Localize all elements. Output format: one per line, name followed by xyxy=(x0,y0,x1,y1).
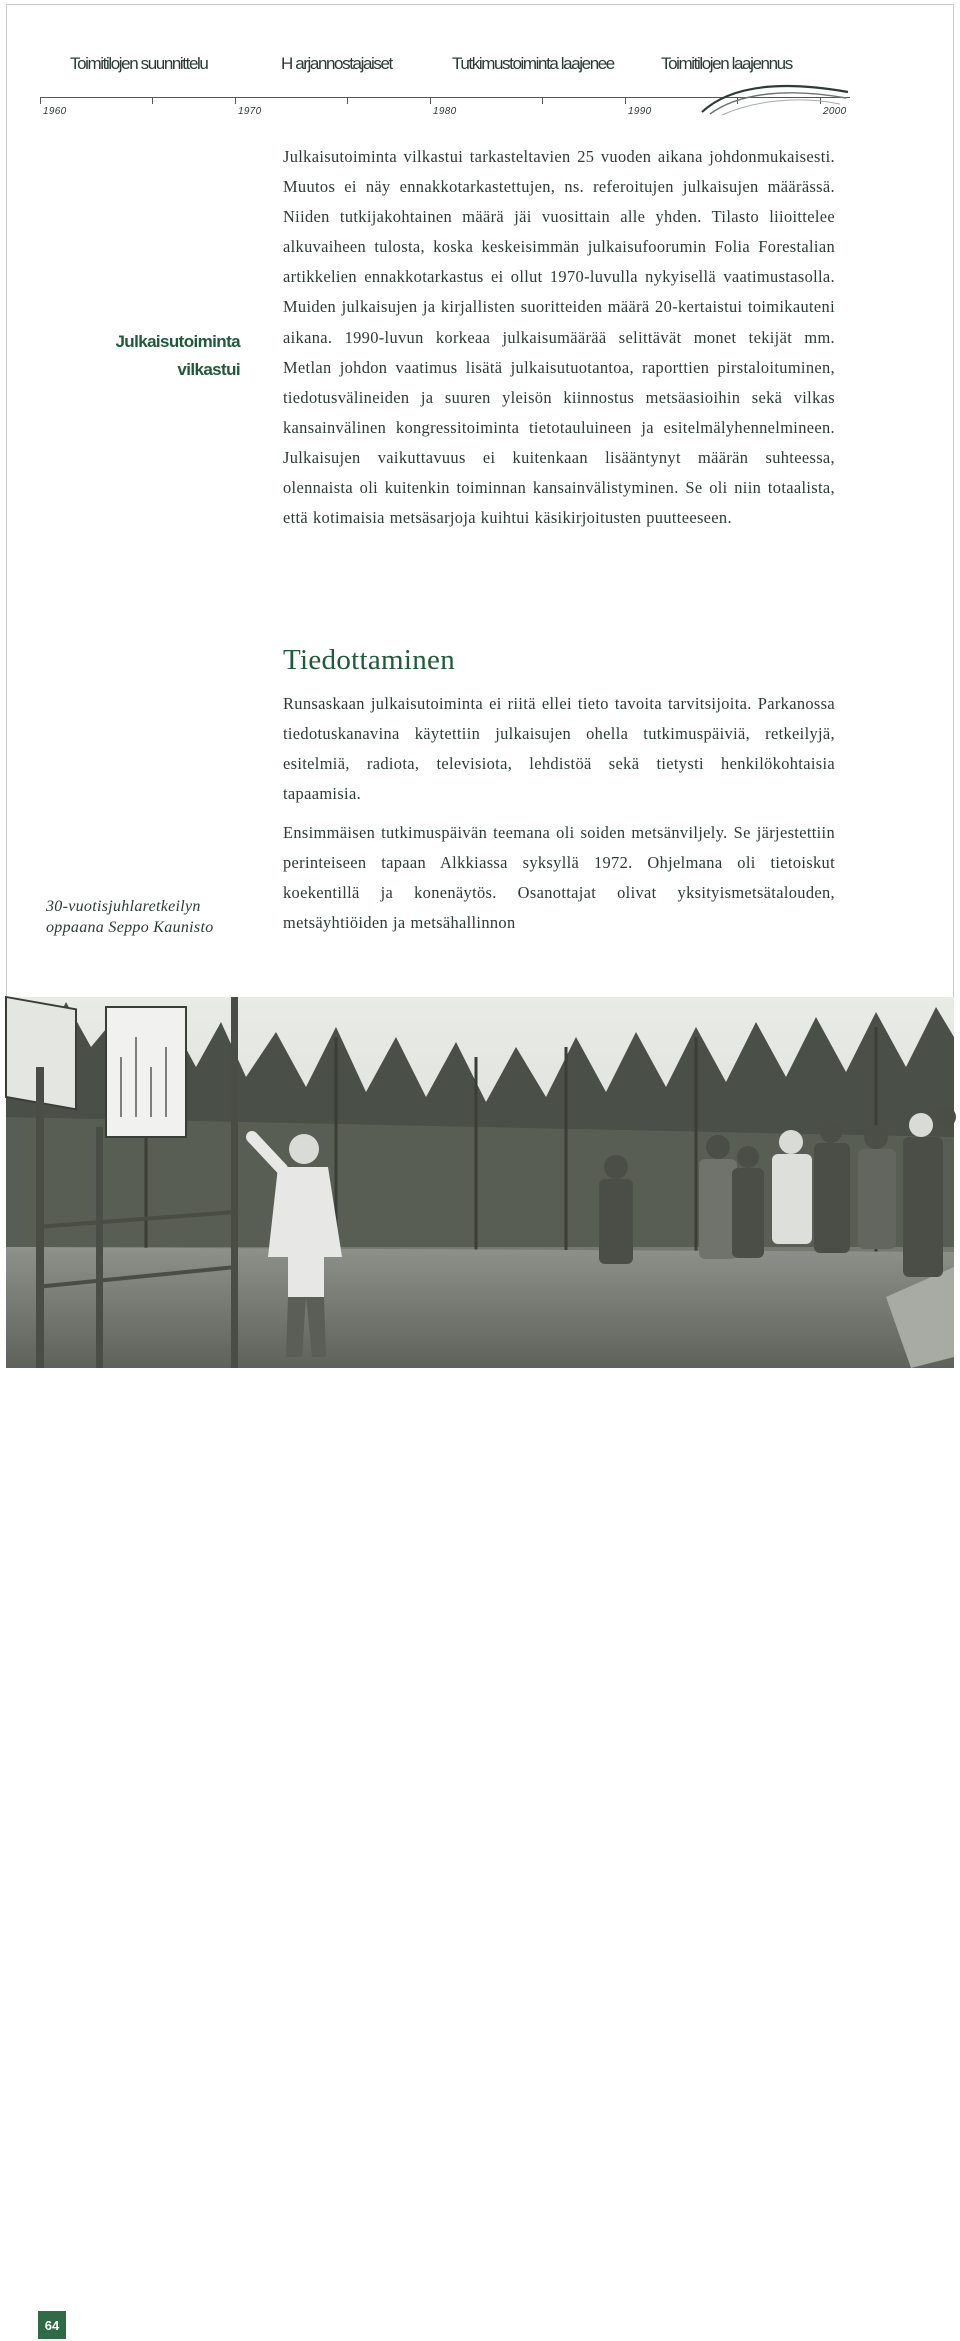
timeline-tick xyxy=(625,97,626,104)
timeline-tick xyxy=(40,97,41,104)
timeline xyxy=(40,84,860,124)
timeline-tick xyxy=(347,97,348,104)
side-heading xyxy=(115,328,240,384)
phase-label: Toimitilojen laajennus xyxy=(661,54,792,73)
timeline-year: 1970 xyxy=(238,106,262,117)
timeline-tick xyxy=(235,97,236,104)
caption-line: 30-vuotisjuhlaretkeilyn xyxy=(46,898,201,915)
swoosh-logo-icon xyxy=(700,78,850,118)
side-heading-line: vilkastui xyxy=(177,360,240,379)
timeline-tick xyxy=(152,97,153,104)
body-paragraph: Julkaisutoiminta vilkastui tarkasteltavien 25 vuoden aikana johdonmukaisesti. Muutos ei näy ennakkotarkastettujen, ns. referoitujen julkaisujen määrässä. Niiden tutkijakohtainen määrä jäi vuosittain alle yhden. Tilasto liioittelee alkuvaiheen tulosta, koska keskeisimmän julkaisufoorumin Folia Forestalian artikkelien ennakkotarkastus ei ollut 1970-luvulla nykyisellä vaatimustasolla. Muiden julkaisujen ja kirjallisten suoritteiden määrä 20-kertaistui toimikauteni aikana. 1990-luvun korkeaa julkaisumäärää selittävät monet tekijät mm. Metlan johdon vaatimus lisätä julkaisutuotantoa, raporttien pirstaloituminen, tiedotusvälineiden ja suuren yleisön kiinnostus metsäasioihin sekä vilkas kansainvälinen kongressitoiminta tietotauluineen ja esitelmälyhennelmineen. Julkaisujen vaikuttavuus ei kuitenkaan lisääntynyt määrän suhteessa, olennaista oli kuitenkin toiminnan kansainvälistyminen. Se oli niin totaalista, että kotimaisia metsäsarjoja kuihtui käsikirjoitusten puutteeseen. xyxy=(283,147,835,528)
timeline-tick xyxy=(542,97,543,104)
timeline-year: 1960 xyxy=(43,106,67,117)
photo-illustration xyxy=(6,997,954,1368)
body-paragraph: Ensimmäisen tutkimuspäivän teemana oli soiden metsänviljely. Se järjestettiin perinteiseen tapaan Alkkiassa syksyllä 1972. Ohjelmana oli tietoiskut koekentillä ja konenäytös. Osanottajat olivat yksityismetsätalouden, metsäyhtiöiden ja metsähallinnon xyxy=(283,823,835,933)
caption-line: oppaana Seppo Kaunisto xyxy=(46,919,214,936)
section-title: Tiedottaminen xyxy=(283,644,455,676)
phase-label: H arjannostajaiset xyxy=(281,54,392,73)
phase-label: Tutkimustoiminta laajenee xyxy=(452,54,614,73)
timeline-tick xyxy=(430,97,431,104)
body-paragraph: Runsaskaan julkaisutoiminta ei riitä ellei tieto tavoita tarvitsijoita. Parkanossa tiedotuskanavina käytettiin julkaisujen ohella tutkimuspäiviä, retkeilyjä, esitelmiä, radiota, televisiota, lehdistöä sekä tietysti henkilökohtaisia tapaamisia. xyxy=(283,694,835,804)
header-phases xyxy=(0,54,960,78)
field-excursion-photo xyxy=(6,997,954,2333)
side-heading-line: Julkaisutoiminta xyxy=(115,332,240,351)
page-number-badge: 64 xyxy=(36,2309,68,2341)
phase-label: Toimitilojen suunnittelu xyxy=(70,54,208,73)
photo-caption xyxy=(46,896,242,938)
timeline-year: 2000 xyxy=(823,106,847,117)
timeline-year: 1980 xyxy=(433,106,457,117)
timeline-year: 1990 xyxy=(628,106,652,117)
